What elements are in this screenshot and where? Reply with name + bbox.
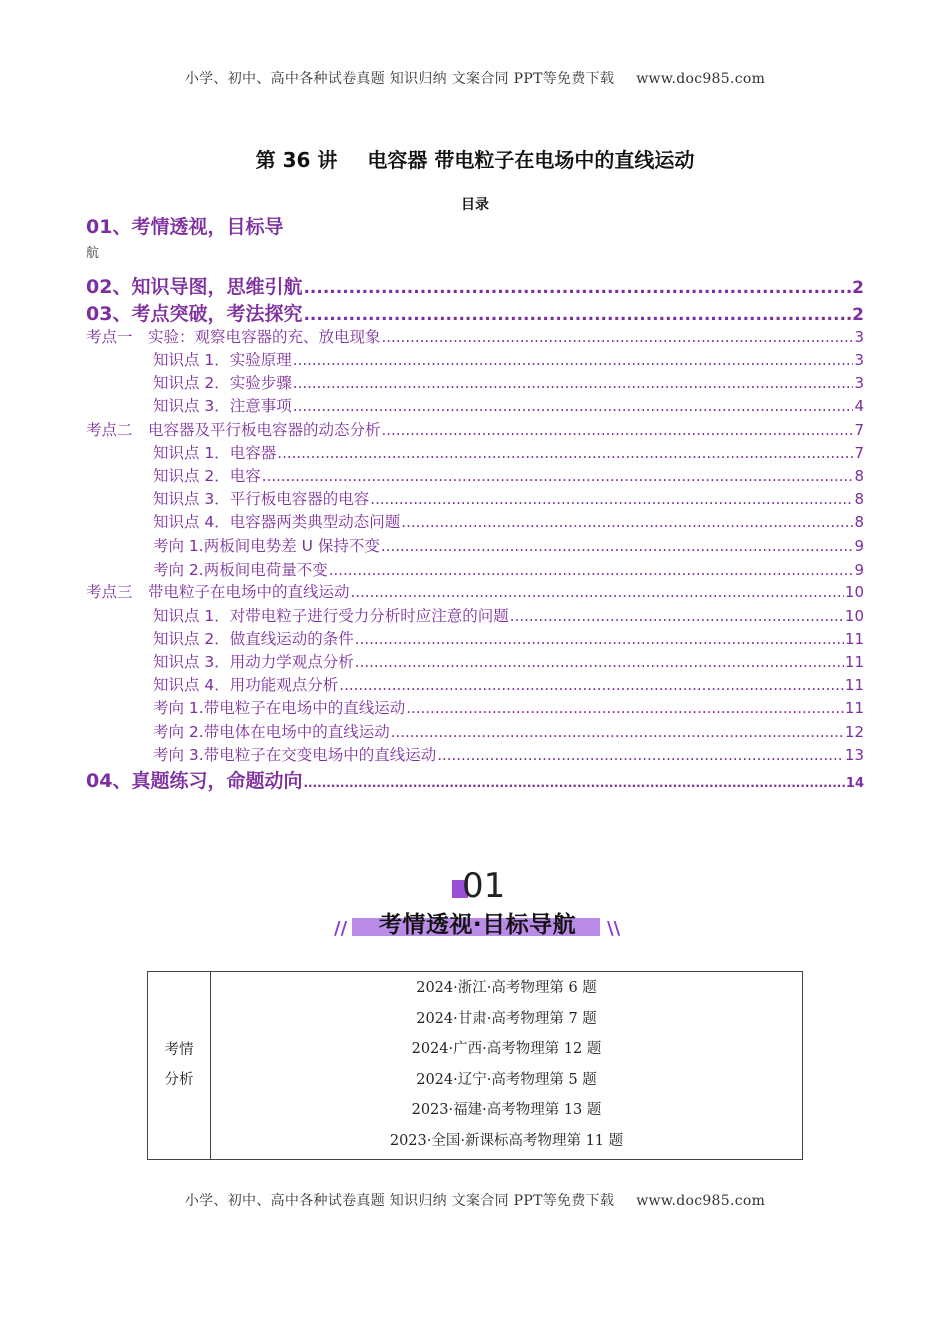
- exam-item: 2023·全国·新课标高考物理第 11 题: [389, 1132, 624, 1149]
- header-url[interactable]: www.doc985.com: [636, 71, 766, 87]
- toc-entry[interactable]: 考向 2.两板间电荷量不变 ..... 9: [153, 558, 864, 580]
- toc-entry[interactable]: 知识点 1．对带电粒子进行受力分析时应注意的问题 ..... 10: [153, 604, 864, 626]
- toc-entry[interactable]: 知识点 1．实验原理 ..... 3: [153, 348, 864, 370]
- toc-entry[interactable]: 知识点 2．实验步骤 ..... 3: [153, 371, 864, 393]
- exam-analysis-label: [148, 972, 211, 1160]
- toc-heading: 目录: [461, 197, 489, 213]
- page-title: [0, 144, 950, 173]
- toc-entry[interactable]: 考点二 电容器及平行板电容器的动态分析 ..... 7: [86, 418, 864, 440]
- exam-item: 2024·甘肃·高考物理第 7 题: [416, 1010, 597, 1027]
- exam-item: 2023·福建·高考物理第 13 题: [411, 1102, 602, 1119]
- toc-entry[interactable]: 03、考点突破，考法探究 ..... 2: [86, 299, 864, 326]
- toc-entry[interactable]: 知识点 2．电容 ..... 8: [153, 464, 864, 486]
- toc-entry-01-line2[interactable]: 航: [86, 246, 100, 261]
- toc-entry[interactable]: 04、真题练习，命题动向 ..... 14: [86, 766, 864, 793]
- toc-entry[interactable]: 02、知识导图，思维引航 ..... 2: [86, 272, 864, 299]
- exam-item: 2024·浙江·高考物理第 6 题: [416, 980, 597, 996]
- page-footer: [0, 1190, 950, 1210]
- footer-url[interactable]: www.doc985.com: [636, 1193, 766, 1209]
- exam-item: 2024·辽宁·高考物理第 5 题: [416, 1071, 597, 1088]
- label-line: 分析: [164, 1072, 194, 1089]
- exam-analysis-table: [147, 971, 803, 1160]
- toc-entry[interactable]: 知识点 1．电容器 ..... 7: [153, 441, 864, 463]
- toc-entry[interactable]: 考向 1.带电粒子在电场中的直线运动 ..... 11: [153, 696, 864, 718]
- lecture-number: 第 36 讲: [255, 148, 338, 172]
- section-number: 01: [462, 866, 506, 906]
- header-text: 小学、初中、高中各种试卷真题 知识归纳 文案合同 PPT等免费下载: [184, 71, 615, 87]
- exam-items-cell: [211, 972, 803, 1160]
- toc-entry[interactable]: 考向 1.两板间电势差 U 保持不变 ..... 9: [153, 534, 864, 556]
- section-title: 考情透视·目标导航: [378, 912, 577, 938]
- toc-entry[interactable]: 知识点 2．做直线运动的条件 ..... 11: [153, 627, 864, 649]
- toc-entry[interactable]: 考向 3.带电粒子在交变电场中的直线运动 ..... 13: [153, 743, 864, 765]
- banner-slash-left: //: [334, 918, 348, 939]
- toc-entry[interactable]: 知识点 3．平行板电容器的电容 ..... 8: [153, 487, 864, 509]
- lecture-topic: 电容器 带电粒子在电场中的直线运动: [367, 148, 695, 172]
- exam-item: 2024·广西·高考物理第 12 题: [411, 1041, 602, 1058]
- toc-entry-01-line1[interactable]: 01、考情透视，目标导: [86, 216, 284, 238]
- footer-text: 小学、初中、高中各种试卷真题 知识归纳 文案合同 PPT等免费下载: [184, 1193, 615, 1209]
- page-header: [0, 68, 950, 88]
- toc-entry[interactable]: 考向 2.带电体在电场中的直线运动 ..... 12: [153, 720, 864, 742]
- toc-entry[interactable]: 考点一 实验：观察电容器的充、放电现象 ..... 3: [86, 325, 864, 347]
- toc-entry[interactable]: 考点三 带电粒子在电场中的直线运动 ..... 10: [86, 580, 864, 602]
- toc-entry[interactable]: 知识点 4．电容器两类典型动态问题 ..... 8: [153, 510, 864, 532]
- label-line: 考情: [164, 1042, 194, 1059]
- toc-entry[interactable]: 知识点 3．用动力学观点分析 ..... 11: [153, 650, 864, 672]
- banner-slash-right: \\: [607, 918, 621, 939]
- toc-entry[interactable]: 知识点 4．用功能观点分析 ..... 11: [153, 673, 864, 695]
- toc-entry[interactable]: 知识点 3．注意事项 ..... 4: [153, 394, 864, 416]
